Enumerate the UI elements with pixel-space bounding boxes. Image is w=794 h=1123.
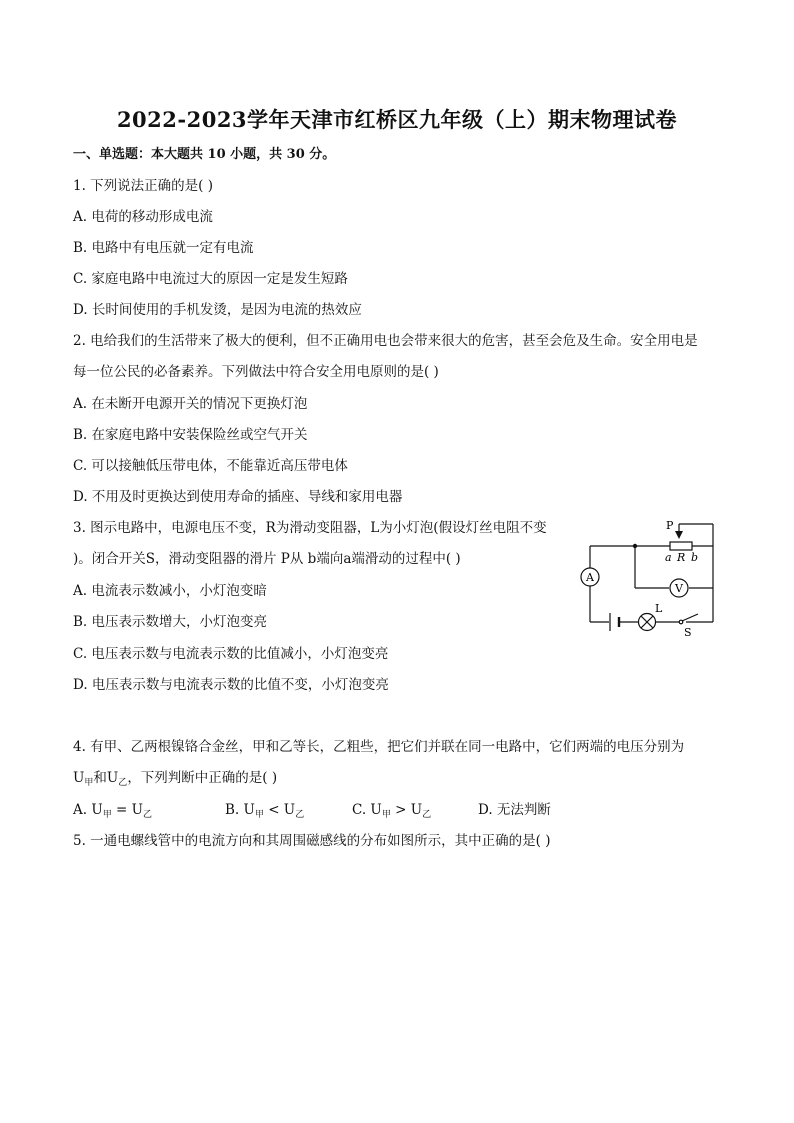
circuit-diagram: [570, 515, 730, 640]
q3-stem-line2: )。闭合开关S，滑动变阻器的滑片 P从 b端向a端滑动的过程中( ): [73, 551, 461, 567]
q3-option-a: A. 电流表示数减小，小灯泡变暗: [73, 583, 267, 599]
q1-stem: 1. 下列说法正确的是( ): [73, 178, 213, 194]
q4-option-d: D. 无法判断: [478, 802, 551, 818]
q2-option-a: A. 在未断开电源开关的情况下更换灯泡: [73, 396, 308, 412]
section-heading: 一、单选题：本大题共 10 小题，共 30 分。: [73, 147, 336, 162]
page-title: 2022-2023学年天津市红桥区九年级（上）期末物理试卷: [116, 107, 678, 132]
label-lamp: L: [655, 602, 663, 615]
label-p: P: [666, 519, 674, 532]
q3-option-c: C. 电压表示数与电流表示数的比值减小，小灯泡变亮: [73, 646, 389, 662]
q2-stem-line1: 2. 电给我们的生活带来了极大的便利，但不正确用电也会带来很大的危害，甚至会危及生命。安全用电是: [73, 333, 698, 349]
q2-option-b: B. 在家庭电路中安装保险丝或空气开关: [73, 427, 308, 443]
q3-option-d: D. 电压表示数与电流表示数的比值不变，小灯泡变亮: [73, 677, 389, 693]
lamp-icon: [639, 614, 656, 631]
q1-option-a: A. 电荷的移动形成电流: [73, 209, 213, 225]
label-b: b: [691, 551, 699, 564]
label-switch: S: [684, 626, 692, 639]
label-r: R: [677, 551, 686, 564]
q1-option-d: D. 长时间使用的手机发烫，是因为电流的热效应: [73, 302, 362, 318]
q4-option-c: C. $U_甲 > U_乙$: [352, 802, 432, 820]
label-ammeter: A: [586, 571, 594, 584]
q4-stem-line2: $U_甲$和$U_乙$，下列判断中正确的是( ): [73, 770, 278, 788]
battery-icon: [610, 613, 619, 631]
q3-stem-line1: 3. 图示电路中，电源电压不变，R为滑动变阻器，L为小灯泡(假设灯丝电阻不变: [73, 520, 547, 536]
q5-stem: 5. 一通电螺线管中的电流方向和其周围磁感线的分布如图所示，其中正确的是( ): [73, 833, 551, 849]
q1-option-b: B. 电路中有电压就一定有电流: [73, 240, 254, 256]
q1-option-c: C. 家庭电路中电流过大的原因一定是发生短路: [73, 271, 348, 287]
q2-stem-line2: 每一位公民的必备素养。下列做法中符合安全用电原则的是( ): [73, 364, 439, 380]
rheostat: [670, 542, 692, 550]
q4-stem-line1: 4. 有甲、乙两根镍铬合金丝，甲和乙等长，乙粗些，把它们并联在同一电路中，它们两端的电压分别为: [73, 739, 685, 755]
q2-option-c: C. 可以接触低压带电体，不能靠近高压带电体: [73, 458, 348, 474]
q3-option-b: B. 电压表示数增大，小灯泡变亮: [73, 614, 268, 630]
q4-option-a: A. $U_甲 = U_乙$: [73, 802, 153, 820]
label-voltmeter: V: [675, 582, 683, 595]
q2-option-d: D. 不用及时更换达到使用寿命的插座、导线和家用电器: [73, 489, 403, 505]
q4-option-b: B. $U_甲 < U_乙$: [225, 802, 305, 820]
label-a: a: [665, 551, 672, 564]
